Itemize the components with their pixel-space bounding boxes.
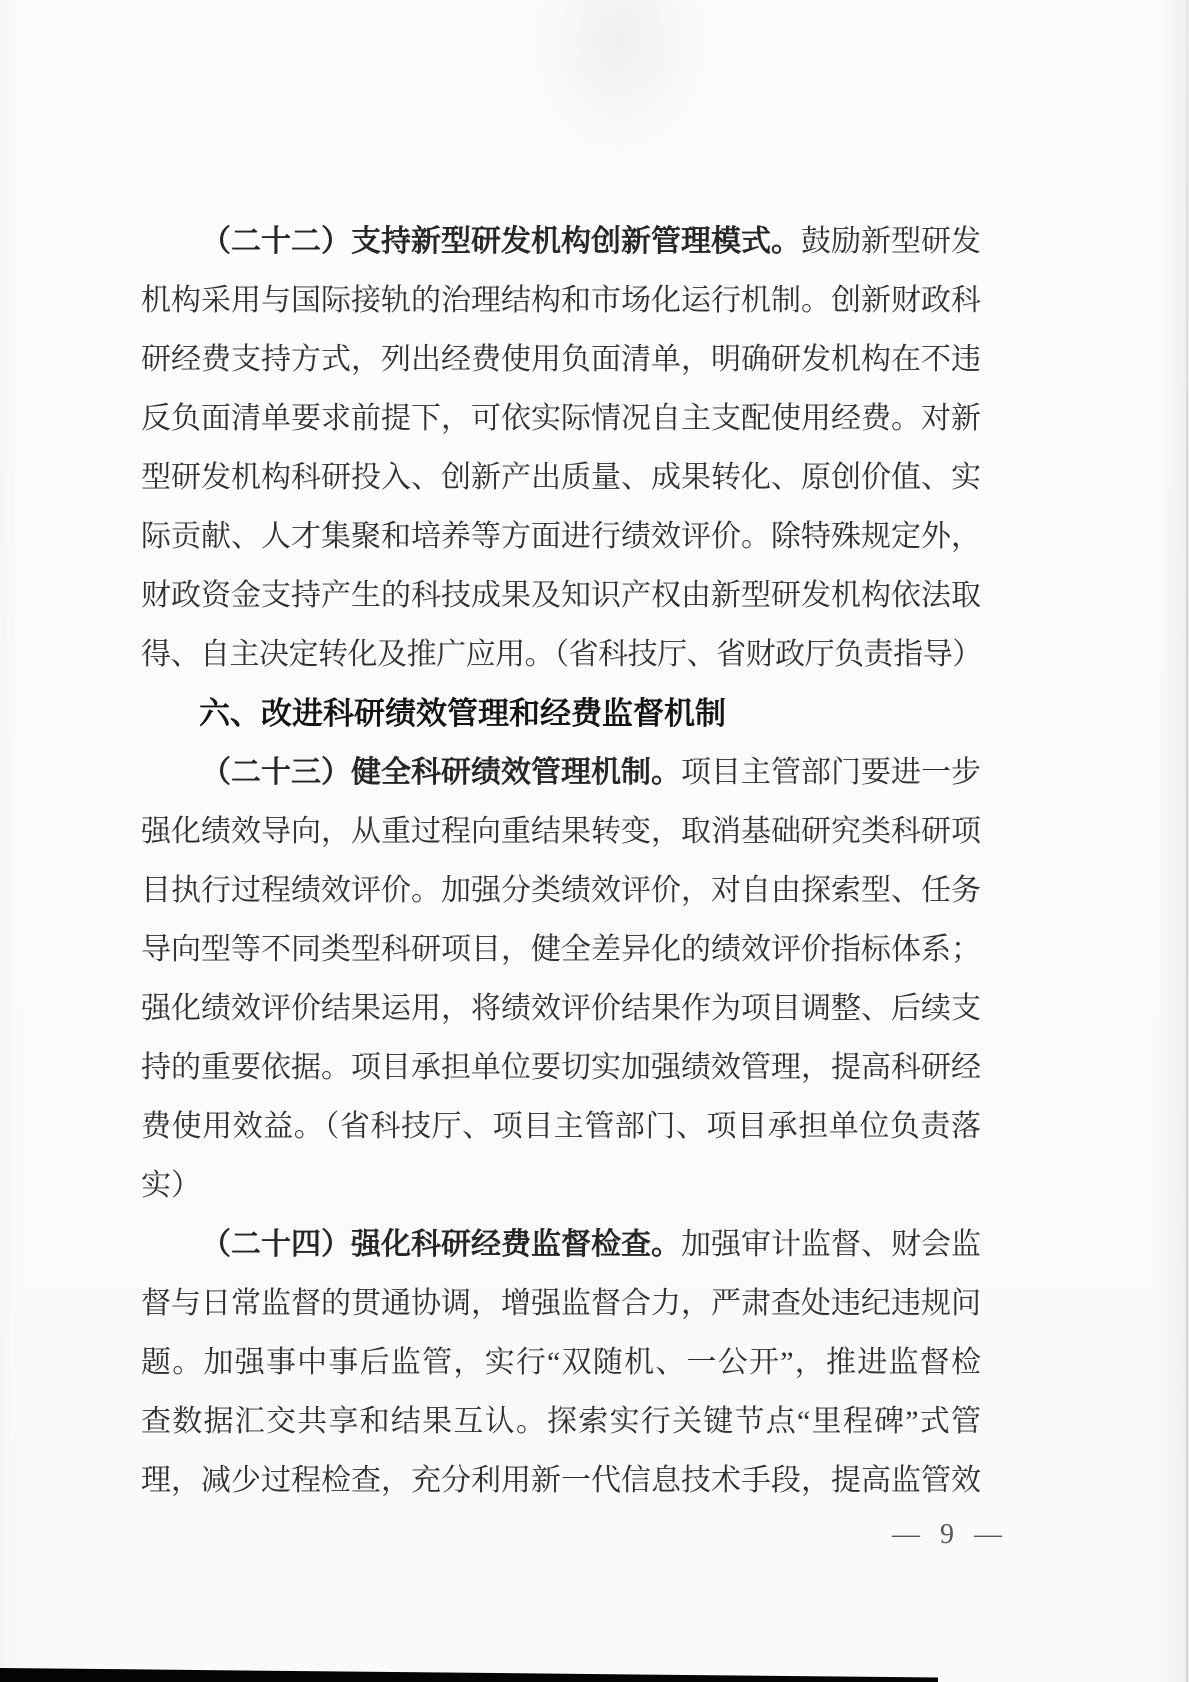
- document-body: [141, 212, 981, 1510]
- body-text: 目执行过程绩效评价。加强分类绩效评价，对自由探索型、任务: [141, 874, 981, 907]
- body-text: 费使用效益。（省科技厅、项目主管部门、项目承担单位负责落: [141, 1110, 981, 1143]
- scan-edge-artifact: [0, 1668, 938, 1682]
- document-line: [141, 625, 981, 684]
- document-line: [141, 1038, 981, 1097]
- document-line: [141, 1156, 981, 1215]
- section-heading: [141, 684, 981, 743]
- body-text: 际贡献、人才集聚和培养等方面进行绩效评价。除特殊规定外，: [141, 520, 981, 553]
- document-line: [141, 1392, 981, 1451]
- document-line: [141, 1274, 981, 1333]
- item-title: （二十三）健全科研绩效管理机制。: [201, 756, 681, 789]
- body-text: 机构采用与国际接轨的治理结构和市场化运行机制。创新财政科: [141, 284, 981, 317]
- page-number: — 9 —: [892, 1519, 1004, 1550]
- document-line: [141, 566, 981, 625]
- body-text: 反负面清单要求前提下，可依实际情况自主支配使用经费。对新: [141, 402, 981, 435]
- section-heading-text: 六、改进科研绩效管理和经费监督机制: [199, 696, 726, 731]
- document-line: [141, 1097, 981, 1156]
- document-line: [141, 743, 981, 802]
- document-line: [141, 330, 981, 389]
- body-text: 得、自主决定转化及推广应用。（省科技厅、省财政厅负责指导）: [141, 638, 981, 671]
- body-text: 理，减少过程检查，充分利用新一代信息技术手段，提高监管效: [141, 1464, 981, 1497]
- body-text: 鼓励新型研发: [801, 225, 981, 258]
- item-title: （二十四）强化科研经费监督检查。: [201, 1228, 681, 1261]
- body-text: 加强审计监督、财会监: [681, 1228, 981, 1261]
- body-text: 强化绩效评价结果运用，将绩效评价结果作为项目调整、后续支: [141, 992, 981, 1025]
- body-text: 实）: [141, 1169, 201, 1202]
- body-text: 型研发机构科研投入、创新产出质量、成果转化、原创价值、实: [141, 461, 981, 494]
- paper-edge: [1186, 0, 1188, 1682]
- document-line: [141, 1333, 981, 1392]
- body-text: 督与日常监督的贯通协调，增强监督合力，严肃查处违纪违规问: [141, 1287, 981, 1320]
- document-line: [141, 507, 981, 566]
- document-line: [141, 920, 981, 979]
- document-line: [141, 861, 981, 920]
- body-text: 财政资金支持产生的科技成果及知识产权由新型研发机构依法取: [141, 579, 981, 612]
- document-line: [141, 448, 981, 507]
- document-line: [141, 979, 981, 1038]
- body-text: 强化绩效导向，从重过程向重结果转变，取消基础研究类科研项: [141, 815, 981, 848]
- body-text: 研经费支持方式，列出经费使用负面清单，明确研发机构在不违: [141, 343, 981, 376]
- item-title: （二十二）支持新型研发机构创新管理模式。: [201, 225, 801, 258]
- document-line: [141, 389, 981, 448]
- body-text: 项目主管部门要进一步: [681, 756, 981, 789]
- document-line: [141, 1451, 981, 1510]
- body-text: 导向型等不同类型科研项目，健全差异化的绩效评价指标体系；: [141, 933, 981, 966]
- document-line: [141, 1215, 981, 1274]
- document-line: [141, 802, 981, 861]
- body-text: 查数据汇交共享和结果互认。探索实行关键节点“里程碑”式管: [141, 1405, 981, 1438]
- document-line: [141, 271, 981, 330]
- body-text: 题。加强事中事后监管，实行“双随机、一公开”，推进监督检: [141, 1346, 981, 1379]
- body-text: 持的重要依据。项目承担单位要切实加强绩效管理，提高科研经: [141, 1051, 981, 1084]
- document-line: [141, 212, 981, 271]
